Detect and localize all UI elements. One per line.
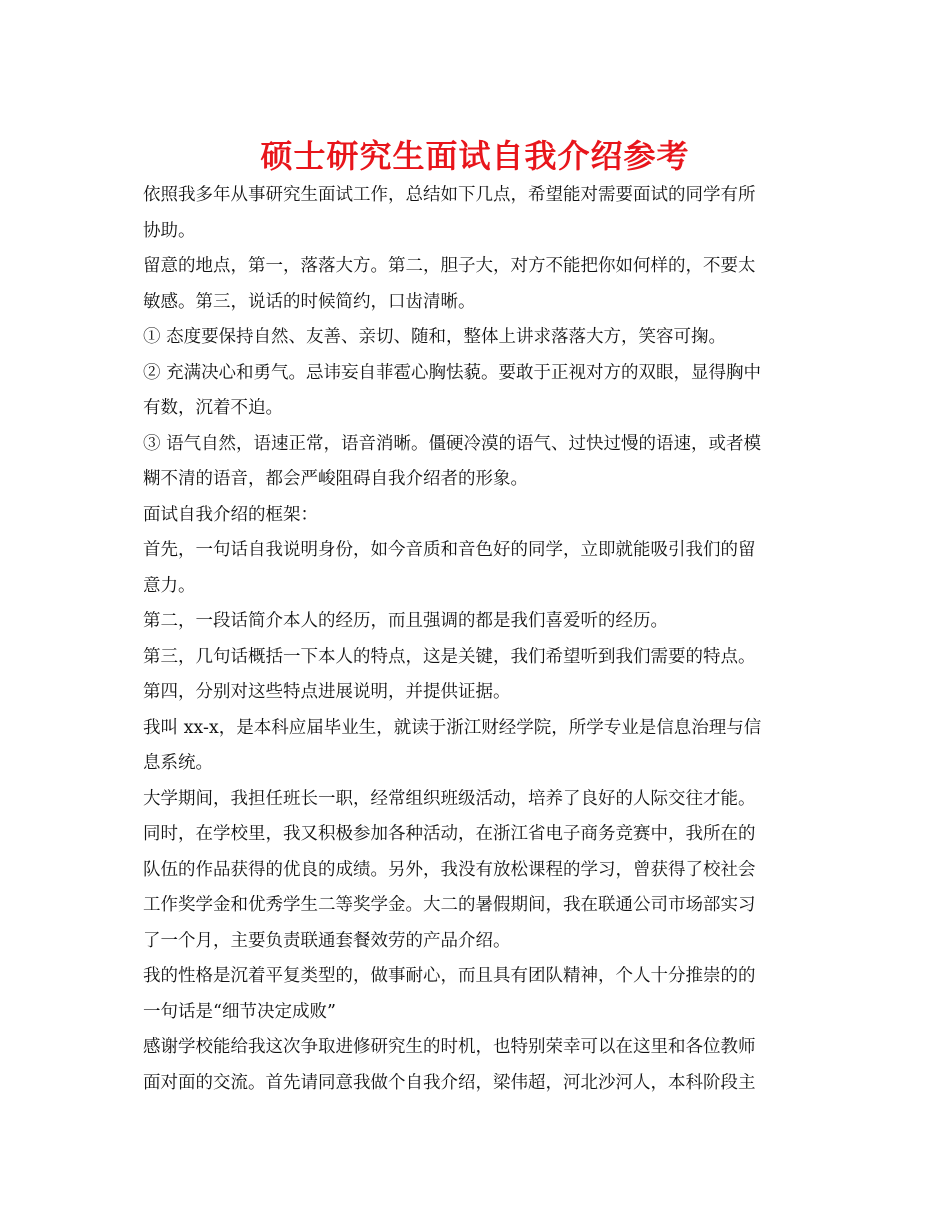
text-line: 面试自我介绍的框架： [143,504,318,525]
text-line: 工作奖学金和优秀学生二等奖学金。大二的暑假期间，我在联通公司市场部实习 [143,895,756,915]
text-line: 息系统。 [143,753,213,773]
text-line: 感谢学校能给我这次争取进修研究生的时机，也特别荣幸可以在这里和各位教师 [143,1037,756,1057]
text-line: 糊不清的语音，都会严峻阻碍自我介绍者的形象。 [143,469,528,489]
document-title: 硕士研究生面试自我介绍参考 [260,137,690,175]
text-line: 面对面的交流。首先请同意我做个自我介绍，梁伟超，河北沙河人，本科阶段主 [143,1072,756,1093]
text-line: 队伍的作品获得的优良的成绩。另外，我没有放松课程的学习，曾获得了校社会 [143,859,756,880]
text-line: 第二，一段话简介本人的经历，而且强调的都是我们喜爱听的经历。 [143,611,668,631]
text-line: 我的性格是沉着平复类型的，做事耐心，而且具有团队精神，个人十分推崇的的 [143,966,756,986]
text-line: 留意的地点，第一，落落大方。第二，胆子大，对方不能把你如何样的，不要太 [143,256,756,276]
text-line: 意力。 [143,575,196,596]
text-line: 我叫 xx-x，是本科应届毕业生，就读于浙江财经学院，所学专业是信息治理与信 [143,717,762,738]
text-line: 有数，沉着不迫。 [143,398,283,418]
text-line: ③ 语气自然，语速正常，语音消晰。僵硬冷漠的语气、过快过慢的语速，或者模 [143,433,762,454]
text-line: 同时，在学校里，我又积极参加各种活动，在浙江省电子商务竞赛中，我所在的 [143,824,756,844]
text-line: ① 态度要保持自然、友善、亲切、随和，整体上讲求落落大方，笑容可掬。 [143,327,727,347]
text-line: 了一个月，主要负责联通套餐效劳的产品介绍。 [143,930,511,951]
document-body [143,178,803,1101]
text-line: 协助。 [143,220,196,241]
text-line: ② 充满决心和勇气。忌讳妄自菲雹心胸怯藐。要敢于正视对方的双眼，显得胸中 [143,362,762,383]
text-line: 首先，一句话自我说明身份，如今音质和音色好的同学，立即就能吸引我们的留 [143,540,756,560]
text-line: 第三，几句话概括一下本人的特点，这是关键，我们希望听到我们需要的特点。 [143,646,756,667]
text-line: 第四，分别对这些特点进展说明，并提供证据。 [143,682,511,702]
text-line: 依照我多年从事研究生面试工作，总结如下几点，希望能对需要面试的同学有所 [143,185,756,205]
text-line: 一句话是“细节决定成败” [143,1001,336,1022]
text-line: 敏感。第三，说话的时候简约，口齿清晰。 [143,291,476,312]
text-line: 大学期间，我担任班长一职，经常组织班级活动，培养了良好的人际交往才能。 [143,788,756,809]
